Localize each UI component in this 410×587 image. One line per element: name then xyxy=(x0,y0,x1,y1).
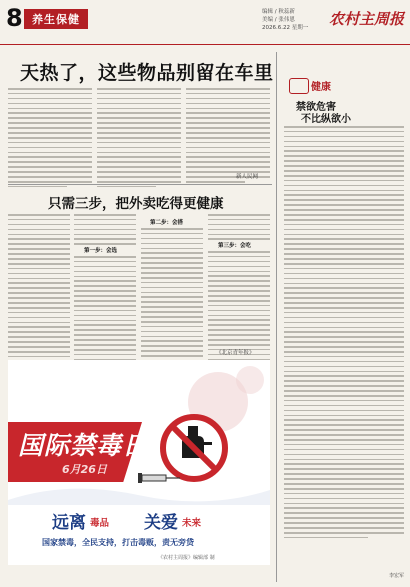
slogan-right: 关爱 xyxy=(144,513,178,533)
slogan-left-accent: 毒品 xyxy=(90,518,110,529)
main-article-title: 天热了，这些物品别留在车里 xyxy=(20,62,274,84)
heart-icon xyxy=(289,78,309,94)
header-info-line: 编辑 / 秋蕊新 xyxy=(262,9,295,15)
sidebar-text xyxy=(284,126,404,542)
section-heading: 第二步：会搭 xyxy=(150,220,184,226)
page-header xyxy=(0,0,410,45)
text-column xyxy=(8,88,92,191)
page-number: 8 xyxy=(6,4,23,32)
section-heading: 第三步：会吃 xyxy=(218,243,252,249)
text-column xyxy=(208,214,270,243)
text-column xyxy=(74,214,136,248)
poster-date: 6月26日 xyxy=(62,463,107,476)
poster-credit: 《农村主周报》编辑部 制 xyxy=(158,555,215,561)
header-info-line: 2026.6.22 星期一 xyxy=(262,25,309,31)
section-label: 养生保健 xyxy=(24,9,88,29)
sidebar-author: 李宏军 xyxy=(388,573,404,579)
article-divider xyxy=(8,184,272,185)
header-info-line: 美编 / 张伟恩 xyxy=(262,17,295,23)
sidebar-title-line-2: 不比纵欲小 xyxy=(301,114,351,125)
slogan-left: 远离 xyxy=(52,513,86,533)
section-heading: 第一步：会选 xyxy=(84,248,118,254)
second-article-title: 只需三步，把外卖吃得更健康 xyxy=(48,196,224,212)
poster-title: 国际禁毒日 xyxy=(18,431,149,460)
syringe-icon xyxy=(138,468,182,488)
column-divider xyxy=(276,52,277,582)
sidebar-title-line-1: 禁欲危害 xyxy=(296,102,336,113)
slogan-right-accent: 未来 xyxy=(182,518,202,529)
header-info xyxy=(262,8,332,32)
poster-tagline: 国家禁毒，全民支持，打击毒贩，责无旁贷 xyxy=(42,538,194,547)
second-article-byline: 《北京青年报》 xyxy=(216,350,255,356)
text-column xyxy=(97,88,181,191)
sidebar-logo-text: 健康 xyxy=(311,82,331,93)
anti-drug-poster xyxy=(8,360,270,565)
main-article-byline: 新人民网 xyxy=(236,174,259,180)
masthead: 农村主周报 xyxy=(328,10,404,28)
